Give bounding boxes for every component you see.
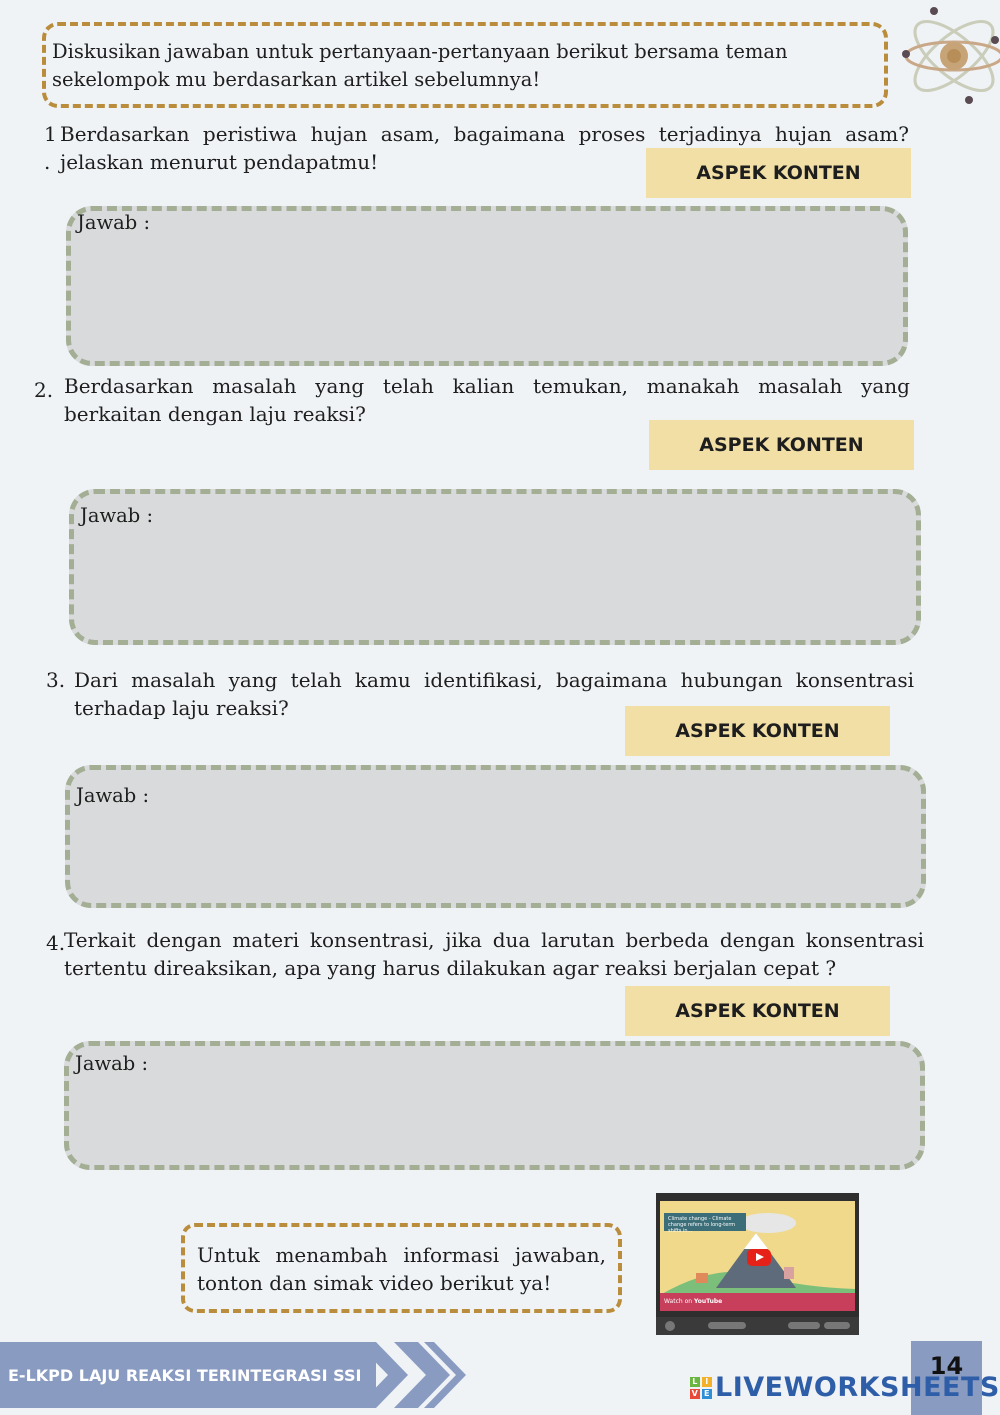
answer-label-1: Jawab : [77,211,151,234]
answer-label-4: Jawab : [75,1052,149,1075]
question-1-number: 1 . [44,122,57,174]
question-1-text: Berdasarkan peristiwa hujan asam, bagaimana proses terjadinya hujan asam? jelaskan menurut pendapatmu! [60,122,909,174]
answer-box-3[interactable] [65,765,926,908]
answer-box-4[interactable] [64,1041,925,1170]
video-note-text: Untuk menambah informasi jawaban, tonton dan simak video berikut ya! [197,1243,606,1295]
youtube-play-icon[interactable] [747,1249,771,1266]
aspek-konten-tag-2: ASPEK KONTEN [649,420,914,470]
liveworksheets-logo [690,1372,1000,1403]
question-2-number: 2. [34,378,54,402]
video-embed[interactable] [656,1193,859,1335]
footer-banner [0,1342,376,1408]
liveworksheets-grid-icon: L I V E [690,1377,712,1399]
aspek-konten-tag-3: ASPEK KONTEN [625,706,890,756]
intro-instruction-box [42,22,888,108]
intro-text: Diskusikan jawaban untuk pertanyaan-pertanyaan berikut bersama teman sekelompok mu berdasarkan artikel sebelumnya! [52,40,788,91]
page-number: 14 [929,1352,964,1380]
liveworksheets-text: LIVEWORKSHEETS [715,1372,1000,1403]
answer-box-2[interactable] [69,489,921,645]
question-3-text: Dari masalah yang telah kamu identifikasi, bagaimana hubungan konsentrasi terhadap laju reaksi? [74,668,914,720]
question-4-text: Terkait dengan materi konsentrasi, jika dua larutan berbeda dengan konsentrasi tertentu direaksikan, apa yang harus dilakukan agar reaksi berjalan cepat ? [64,928,924,980]
question-3-number: 3. [46,668,66,692]
video-title: Climate change - Climate change refers to long-term shifts in... [668,1216,736,1234]
watch-on-youtube[interactable] [664,1298,722,1305]
answer-label-2: Jawab : [80,504,154,527]
answer-box-1[interactable] [66,206,908,366]
chevron-arrows-icon [356,1342,466,1408]
watch-on-label: Watch on [664,1298,693,1305]
aspek-konten-tag-1: ASPEK KONTEN [646,148,911,198]
question-4-number: 4. [46,931,66,955]
aspek-konten-tag-4: ASPEK KONTEN [625,986,890,1036]
video-note-box [181,1223,622,1313]
atom-icon [896,2,999,106]
answer-label-3: Jawab : [76,784,150,807]
question-2-text: Berdasarkan masalah yang telah kalian temukan, manakah masalah yang berkaitan dengan laju reaksi? [64,374,910,426]
youtube-logo: YouTube [693,1298,723,1305]
footer-title: E-LKPD LAJU REAKSI TERINTEGRASI SSI [8,1365,362,1385]
